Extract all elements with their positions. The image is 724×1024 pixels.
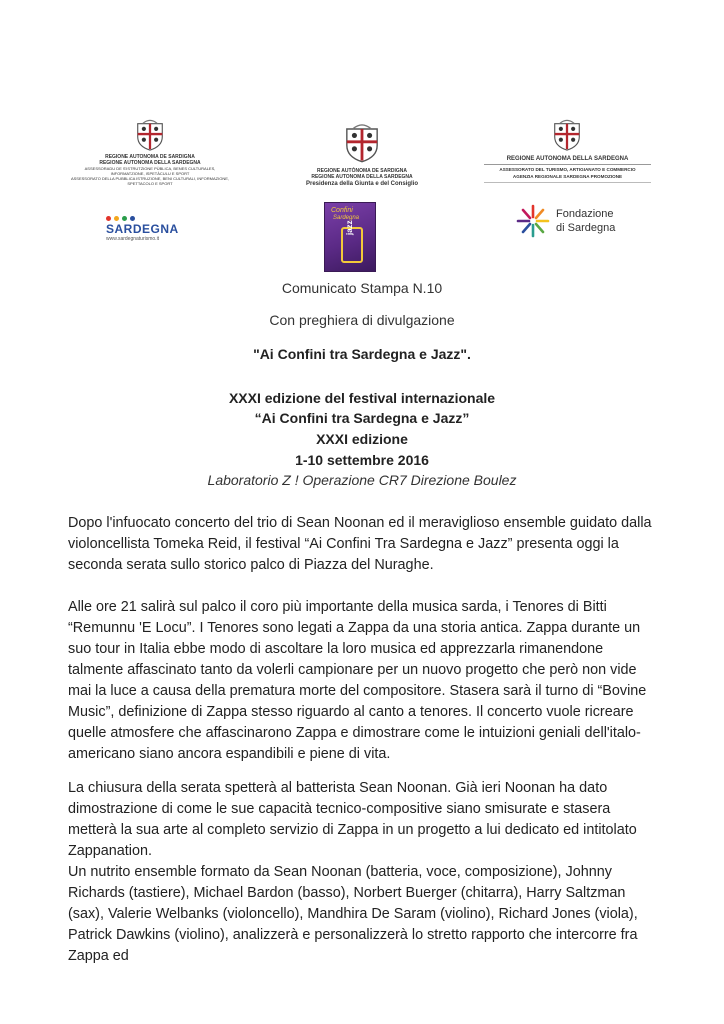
festival-poster: [324, 202, 376, 272]
sardegna-url: www.sardegnaturismo.it: [106, 236, 160, 242]
poster-line2: Sardegna: [333, 215, 360, 221]
body-paragraph-3: [68, 778, 658, 862]
sardinia-crest-icon: [133, 118, 167, 152]
paragraph-text: La chiusura della serata spetterà al batterista Sean Noonan. Già ieri Noonan ha dato dimostrazione di come le sue capacità tecnico-compositive siano smisurate e stasera metterà la sua arte al completo servizio di Zappa in un progetto a lui dedicato ed intitolato Zappanation.: [68, 780, 637, 859]
logo-left-line4: ASSESSORATO DELLA PUBBLICA ISTRUZIONE, BENI CULTURALI, INFORMAZIONE, SPETTACOLO E SPORT: [70, 176, 230, 186]
logo-center-line2: REGIONE AUTONOMA DELLA SARDEGNA: [311, 174, 413, 180]
communique-number: Comunicato Stampa N.10: [281, 280, 443, 296]
festival-dates: 1-10 settembre 2016: [295, 452, 429, 468]
fondazione-starburst-icon: [516, 204, 550, 238]
logo-center-line1: REGIONE AUTÒNOMA DE SARDIGNA: [317, 168, 407, 174]
sardegna-dots-icon: [106, 214, 146, 222]
sardinia-crest-icon: [342, 122, 382, 164]
logo-left-line2: REGIONE AUTONOMA DELLA SARDEGNA: [99, 160, 201, 166]
festival-name: “Ai Confini tra Sardegna e Jazz”: [254, 410, 470, 426]
press-title: "Ai Confini tra Sardegna e Jazz".: [253, 346, 471, 362]
logo-left-line1: REGIONE AUTONOMA DE SARDIGNA: [105, 154, 195, 160]
paragraph-text: Un nutrito ensemble formato da Sean Noonan (batteria, voce, composizione), Johnny Richards (tastiere), Michael Bardon (basso), Norbert Buerger (chitarra), Harry Saltzman (sax), Valerie Welbanks (violoncello), Mandhira De Saram (violino), Richard Jones (viola), Patrick Dawkins (violino), analizzerà e personalizzerà lo stretto rapporto che intercorre fra Zappa ed: [68, 864, 638, 964]
logo-right-divider: [484, 164, 651, 165]
logo-center-line3: Presidenza della Giunta e del Consiglio: [305, 181, 419, 187]
divulgation-request: Con preghiera di divulgazione: [269, 312, 455, 328]
poster-line1: Confini: [331, 207, 353, 214]
logo-right-line3: AGENZIA REGIONALE SARDEGNA PROMOZIONE: [512, 174, 623, 179]
logo-right-divider-bottom: [484, 182, 651, 183]
body-paragraph-1: [68, 513, 658, 576]
fondazione-line2: di Sardegna: [556, 222, 616, 234]
logo-right-line1: REGIONE AUTONOMA DELLA SARDEGNA: [506, 156, 629, 162]
paragraph-text: Alle ore 21 salirà sul palco il coro più importante della musica sarda, i Tenores di Bitti “Remunnu 'E Locu”. I Tenores sono legati a Zappa da una storia antica. Zappa durante un suo tour in Italia ebbe modo di ascoltare la loro musica ed apprezzarla rimanendone talmente affascinato tanto da volerli campionare per un nuovo progetto che però non vide mai la luce a causa della prematura morte del compositore. Stasera sarà il turno di “Bovine Music”, definizione di Zappa stesso riguardo al canto a tenores. Il concerto vuole ricreare quelle atmosfere che affascinarono Zappa e dimostrare come le intuizioni geniali dell'italo-americano siano ancora espandibili e piene di vita.: [68, 599, 647, 762]
logo-sardegna-turismo: [104, 212, 194, 244]
body-paragraph-2: [68, 597, 658, 765]
logo-regione-presidenza: [282, 122, 442, 192]
paragraph-text: Dopo l'infuocato concerto del trio di Sean Noonan ed il meraviglioso ensemble guidato dalla violoncellista Tomeka Reid, il festival “Ai Confini Tra Sardegna e Jazz” presenta oggi la seconda serata sullo storico palco di Piazza del Nuraghe.: [68, 515, 652, 573]
body-paragraph-4: [68, 862, 658, 967]
festival-subtitle: Laboratorio Z ! Operazione CR7 Direzione Boulez: [207, 472, 517, 488]
logo-regione-turismo: [480, 118, 655, 184]
fondazione-line1: Fondazione: [556, 208, 614, 220]
logo-right-line2: ASSESSORATO DEL TURISMO, ARTIGIANATO E COMMERCIO: [499, 167, 636, 172]
poster-line3: jazz: [345, 220, 354, 235]
edition: XXXI edizione: [316, 431, 408, 447]
sardinia-crest-icon: [550, 118, 584, 152]
sardegna-word: SARDEGNA: [106, 222, 179, 236]
logo-left-line3: ASSESSORADU DE S'ISTRUTZIONE PÙBLICA, BENES CULTURALES, INFORMATZIONE, ISPETÀCULU E SPORT: [84, 166, 216, 176]
edition-line: XXXI edizione del festival internazionale: [228, 390, 496, 406]
logo-fondazione-sardegna: [516, 204, 626, 240]
logo-regione-istruzione: [70, 118, 230, 186]
